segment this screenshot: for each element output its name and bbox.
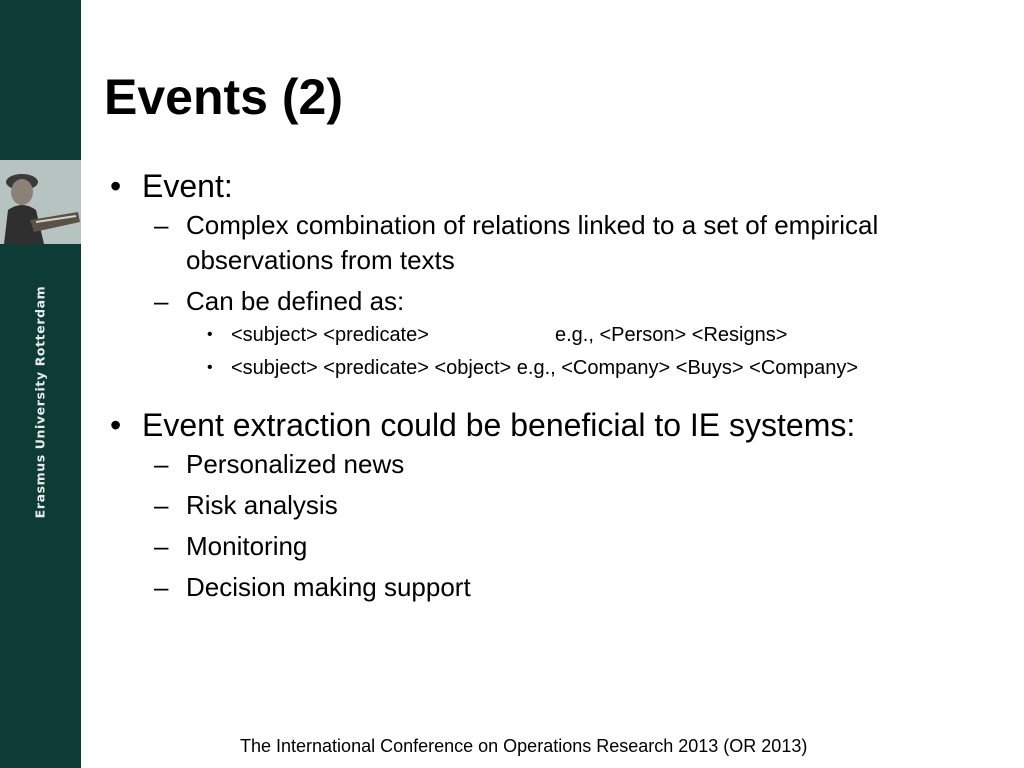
sub-item-text-continued: observations from texts xyxy=(186,245,455,275)
dash-mark: – xyxy=(154,572,169,602)
list-item xyxy=(154,529,1004,564)
dash-mark: – xyxy=(154,210,169,240)
example-text: e.g., <Person> <Resigns> xyxy=(555,324,788,346)
list-item-text: Risk analysis xyxy=(186,490,338,520)
sub-item-text: Complex combination of relations linked to a set of empirical xyxy=(186,210,879,240)
list-item xyxy=(154,488,1004,523)
example-text: e.g., <Company> <Buys> <Company> xyxy=(516,357,859,379)
slide-footer: The International Conference on Operations Research 2013 (OR 2013) xyxy=(240,736,808,756)
bullet-mark: • xyxy=(110,168,122,204)
university-brand: Erasmus University Rotterdam xyxy=(32,285,48,519)
list-item xyxy=(154,447,1004,482)
bullet-event-extraction xyxy=(104,403,1004,447)
dash-mark: – xyxy=(154,490,169,520)
bullet-text: Event extraction could be beneficial to IE systems: xyxy=(142,407,856,443)
portrait-photo xyxy=(0,160,81,244)
pattern-text: <subject> <predicate> <object> xyxy=(231,357,512,379)
dash-mark: – xyxy=(154,286,169,316)
portrait-photo-icon xyxy=(0,160,81,244)
pattern-text: <subject> <predicate> xyxy=(231,324,429,346)
bullet-mark: • xyxy=(207,326,213,343)
bullet-mark: • xyxy=(207,359,213,376)
list-item-text: Decision making support xyxy=(186,572,471,602)
list-item-text: Personalized news xyxy=(186,449,405,479)
bullet-mark: • xyxy=(110,407,122,443)
dash-mark: – xyxy=(154,531,169,561)
bullet-text: Event: xyxy=(142,168,233,204)
dash-mark: – xyxy=(154,449,169,479)
list-item xyxy=(154,570,1004,605)
sidebar xyxy=(0,0,81,768)
pattern-item xyxy=(207,319,1004,352)
sub-item-defined-as xyxy=(154,284,1004,319)
sub-item-complex-combination xyxy=(154,208,1004,278)
list-item-text: Monitoring xyxy=(186,531,308,561)
pattern-item xyxy=(207,352,1004,385)
bullet-event xyxy=(104,164,1004,208)
slide-title: Events (2) xyxy=(104,69,343,125)
slide-content xyxy=(104,164,1004,605)
sub-item-text: Can be defined as: xyxy=(186,286,405,316)
